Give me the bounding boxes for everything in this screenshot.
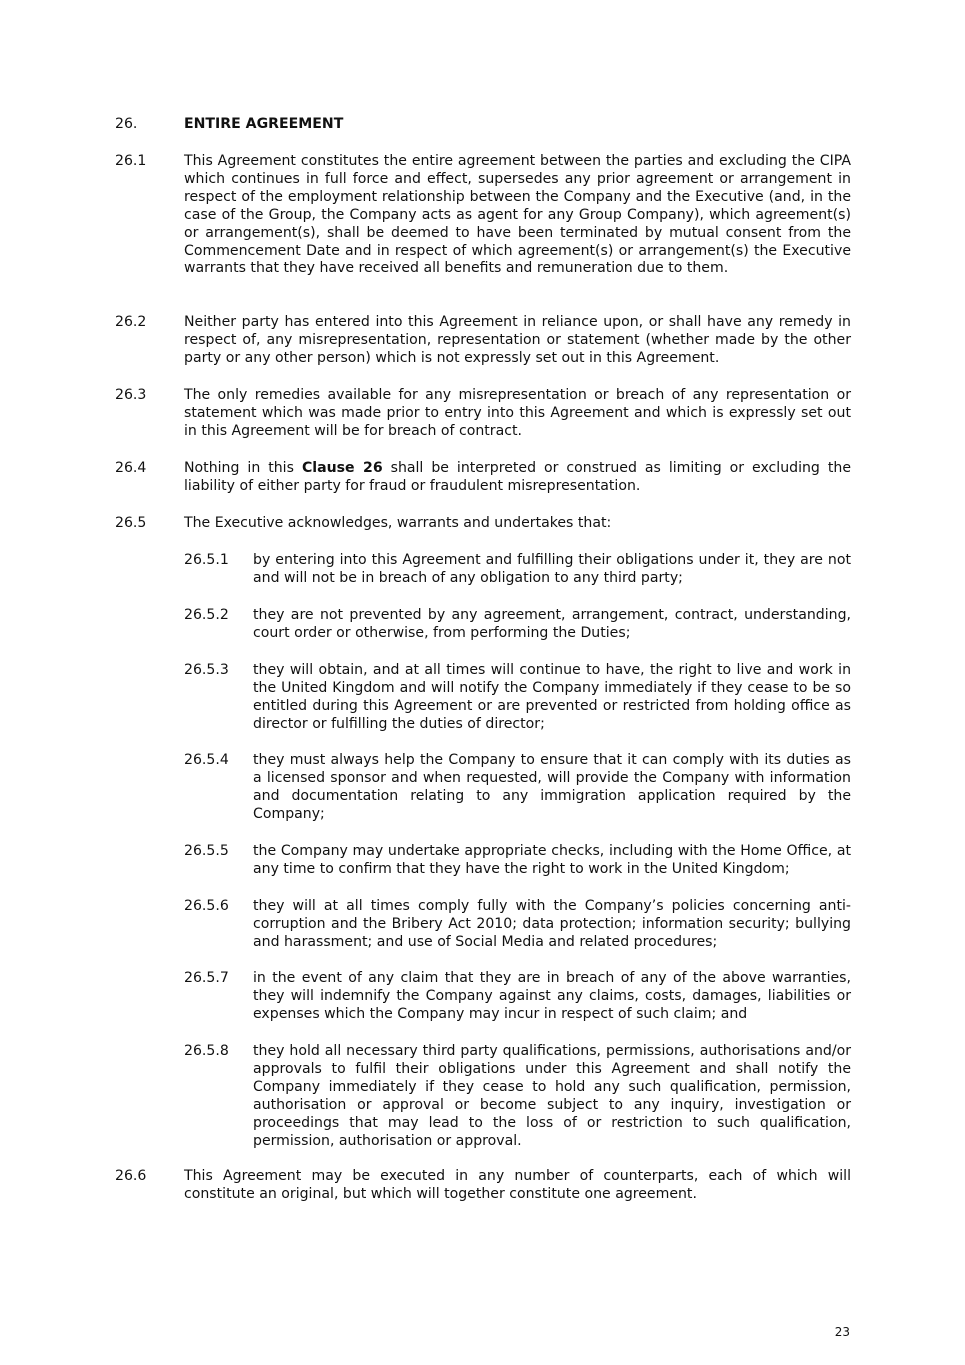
subclause-number: 26.5.7 xyxy=(184,970,229,986)
subclause-text: they are not prevented by any agreement, arrangement, contract, understanding, court order or otherwise, from performing the Duties; xyxy=(253,607,851,641)
clause-text: This Agreement constitutes the entire agreement between the parties and excluding the CIPA which continues in full force and effect, supersedes any prior agreement or arrangement in respect of the employment relationship between the Company and the Executive (and, in the case of the Group, the Company acts as agent for any Group Company), which agreement(s) or arrangement(s), shall be deemed to have been terminated by mutual consent from the Commencement Date and in respect of which agreement(s) or arrangement(s) the Executive warrants that they have received all benefits and remuneration due to them. xyxy=(184,153,851,277)
clause-number: 26.3 xyxy=(115,387,147,403)
subclause-number: 26.5.4 xyxy=(184,752,229,768)
subclause-text: they hold all necessary third party qualifications, permissions, authorisations and/or approvals to fulfil their obligations under this Agreement and shall notify the Company immediately if they cease to hold any such qualification, permission, authorisation or approval or become subject to any inquiry, investigation or proceedings that may lead to the loss of or restriction to such qualification, permission, authorisation or approval. xyxy=(253,1043,851,1149)
subclause-text: the Company may undertake appropriate checks, including with the Home Office, at any time to confirm that they have the right to work in the United Kingdom; xyxy=(253,843,851,877)
clause-26-5 xyxy=(115,515,851,533)
subclause-26-5-4 xyxy=(184,752,851,824)
clause-text-start: Nothing in this xyxy=(184,460,302,476)
clause-26-3 xyxy=(115,387,851,441)
subclause-number: 26.5.2 xyxy=(184,607,229,623)
subclause-26-5-8 xyxy=(184,1043,851,1150)
section-heading xyxy=(115,116,851,134)
section-title: ENTIRE AGREEMENT xyxy=(184,116,344,132)
subclause-26-5-7 xyxy=(184,970,851,1024)
clause-text xyxy=(184,460,851,496)
subclause-26-5-5 xyxy=(184,843,851,879)
section-number: 26. xyxy=(115,116,138,132)
subclause-number: 26.5.6 xyxy=(184,898,229,914)
clause-text: This Agreement may be executed in any number of counterparts, each of which will constitute an original, but which will together constitute one agreement. xyxy=(184,1168,851,1202)
clause-26-1 xyxy=(115,153,851,278)
subclause-number: 26.5.5 xyxy=(184,843,229,859)
clause-number: 26.1 xyxy=(115,153,147,169)
clause-26-2 xyxy=(115,314,851,368)
clause-number: 26.5 xyxy=(115,515,147,531)
subclause-number: 26.5.3 xyxy=(184,662,229,678)
clause-26-4 xyxy=(115,460,851,496)
subclause-26-5-1 xyxy=(184,552,851,588)
clause-text: The only remedies available for any misrepresentation or breach of any representation or statement which was made prior to entry into this Agreement and which is expressly set out in this Agreement will be for breach of contract. xyxy=(184,387,851,439)
subclause-number: 26.5.8 xyxy=(184,1043,229,1059)
subclause-text: by entering into this Agreement and fulfilling their obligations under it, they are not and will not be in breach of any obligation to any third party; xyxy=(253,552,851,586)
subclause-text: they must always help the Company to ensure that it can comply with its duties as a licensed sponsor and when requested, will provide the Company with information and documentation relating to any immigration application required by the Company; xyxy=(253,752,851,822)
clause-number: 26.2 xyxy=(115,314,147,330)
clause-reference: Clause 26 xyxy=(301,460,383,476)
clause-text-end: shall be interpreted or construed as limiting or excluding the liability of either party for fraud or fraudulent misrepresentation. xyxy=(184,460,851,494)
clause-text: The Executive acknowledges, warrants and undertakes that: xyxy=(184,515,612,531)
subclause-number: 26.5.1 xyxy=(184,552,229,568)
subclause-text: in the event of any claim that they are in breach of any of the above warranties, they will indemnify the Company against any claims, costs, damages, liabilities or expenses which the Company may incur in respect of such claim; and xyxy=(253,970,851,1022)
clause-number: 26.6 xyxy=(115,1168,147,1184)
page-number: 23 xyxy=(834,1325,850,1339)
subclause-26-5-6 xyxy=(184,898,851,952)
subclause-text: they will obtain, and at all times will continue to have, the right to live and work in the United Kingdom and will notify the Company immediately if they cease to be so entitled during this Agreement or are prevented or restricted from holding office as director or fulfilling the duties of director; xyxy=(253,662,851,732)
subclause-text: they will at all times comply fully with the Company’s policies concerning anti-corruption and the Bribery Act 2010; data protection; information security; bullying and harassment; and use of Social Media and related procedures; xyxy=(253,898,851,950)
clause-text: Neither party has entered into this Agreement in reliance upon, or shall have any remedy in respect of, any misrepresentation, representation or statement (whether made by the other party or any other person) which is not expressly set out in this Agreement. xyxy=(184,314,851,366)
clause-26-6 xyxy=(115,1168,851,1204)
clause-number: 26.4 xyxy=(115,460,147,476)
subclause-26-5-2 xyxy=(184,607,851,643)
subclause-26-5-3 xyxy=(184,662,851,734)
